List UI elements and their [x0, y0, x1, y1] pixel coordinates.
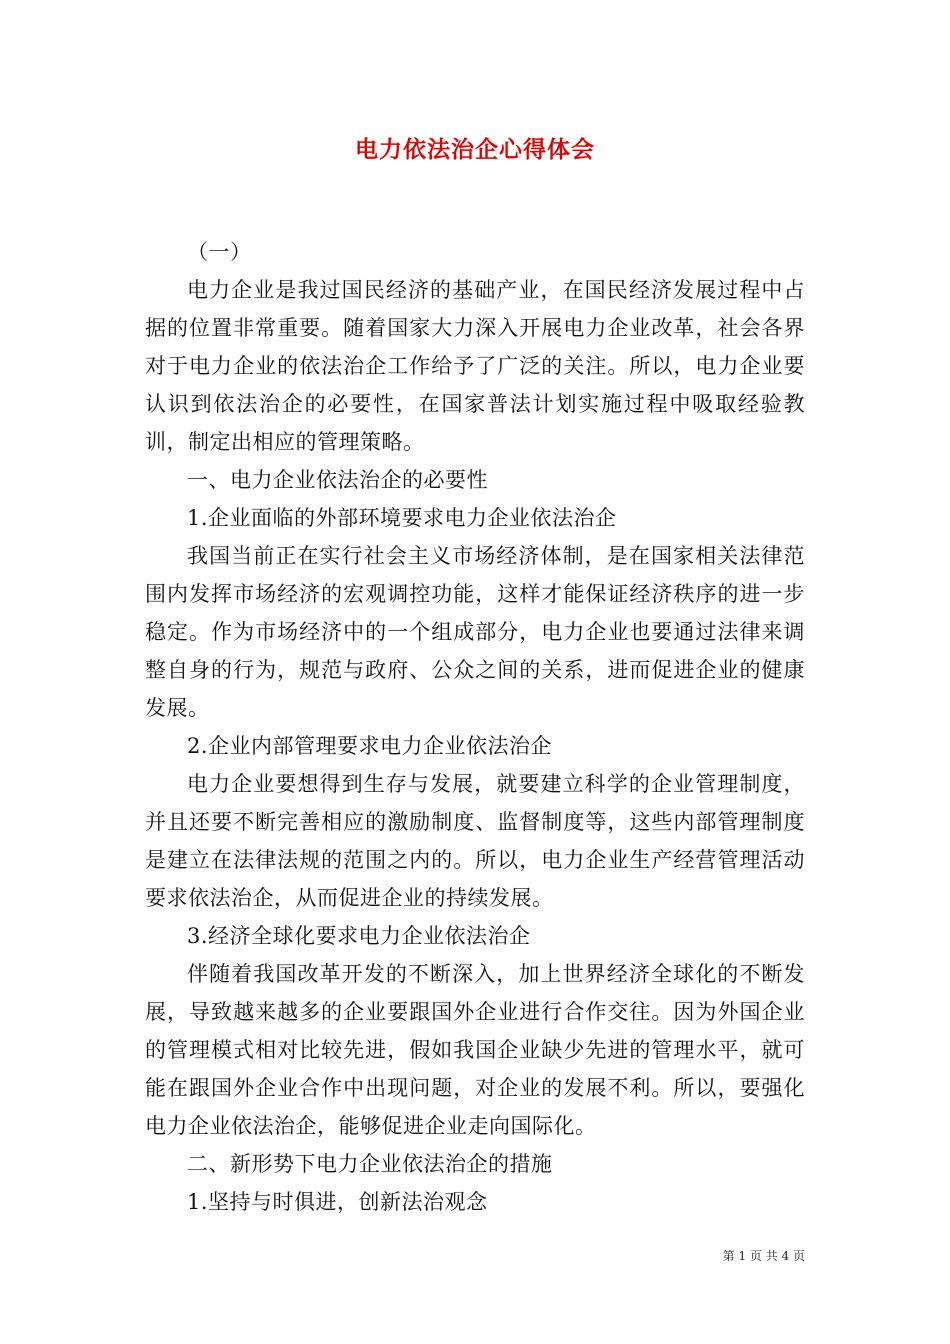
heading-subsection-2-1: 1.坚持与时俱进，创新法治观念: [187, 1190, 488, 1214]
paragraph-globalization: 伴随着我国改革开发的不断深入，加上世界经济全球化的不断发展，导致越来越多的企业要跟国外企业进行合作交往。因为外国企业的管理模式相对比较先进，假如我国企业缺少先进的管理水平，就可能在跟国外企业合作中出现问题，对企业的发展不利。所以，要强化电力企业依法治企，能够促进企业走向国际化。: [145, 962, 805, 1138]
heading-subsection-1-1: 1.企业面临的外部环境要求电力企业依法治企: [187, 506, 617, 530]
heading-subsection-1-2: 2.企业内部管理要求电力企业依法治企: [187, 734, 553, 758]
paragraph-intro: 电力企业是我过国民经济的基础产业，在国民经济发展过程中占据的位置非常重要。随着国家大力深入开展电力企业改革，社会各界对于电力企业的依法治企工作给予了广泛的关注。所以，电力企业要认识到依法治企的必要性，在国家普法计划实施过程中吸取经验教训，制定出相应的管理策略。: [145, 278, 805, 454]
page-number: 第 1 页 共 4 页: [722, 1249, 805, 1263]
heading-subsection-1-3: 3.经济全球化要求电力企业依法治企: [187, 924, 531, 948]
paragraph-internal-management: 电力企业要想得到生存与发展，就要建立科学的企业管理制度，并且还要不断完善相应的激励制度、监督制度等，这些内部管理制度是建立在法律法规的范围之内的。所以，电力企业生产经营管理活动要求依法治企，从而促进企业的持续发展。: [145, 772, 805, 910]
document-title: 电力依法治企心得体会: [355, 136, 595, 163]
document-body: [145, 233, 805, 1221]
paragraph-section-marker: （一）: [187, 240, 252, 264]
paragraph-external-environment: 我国当前正在实行社会主义市场经济体制，是在国家相关法律范围内发挥市场经济的宏观调控功能，这样才能保证经济秩序的进一步稳定。作为市场经济中的一个组成部分，电力企业也要通过法律来调整自身的行为，规范与政府、公众之间的关系，进而促进企业的健康发展。: [145, 544, 805, 720]
heading-section-1: 一、电力企业依法治企的必要性: [187, 468, 488, 492]
heading-section-2: 二、新形势下电力企业依法治企的措施: [187, 1152, 553, 1176]
